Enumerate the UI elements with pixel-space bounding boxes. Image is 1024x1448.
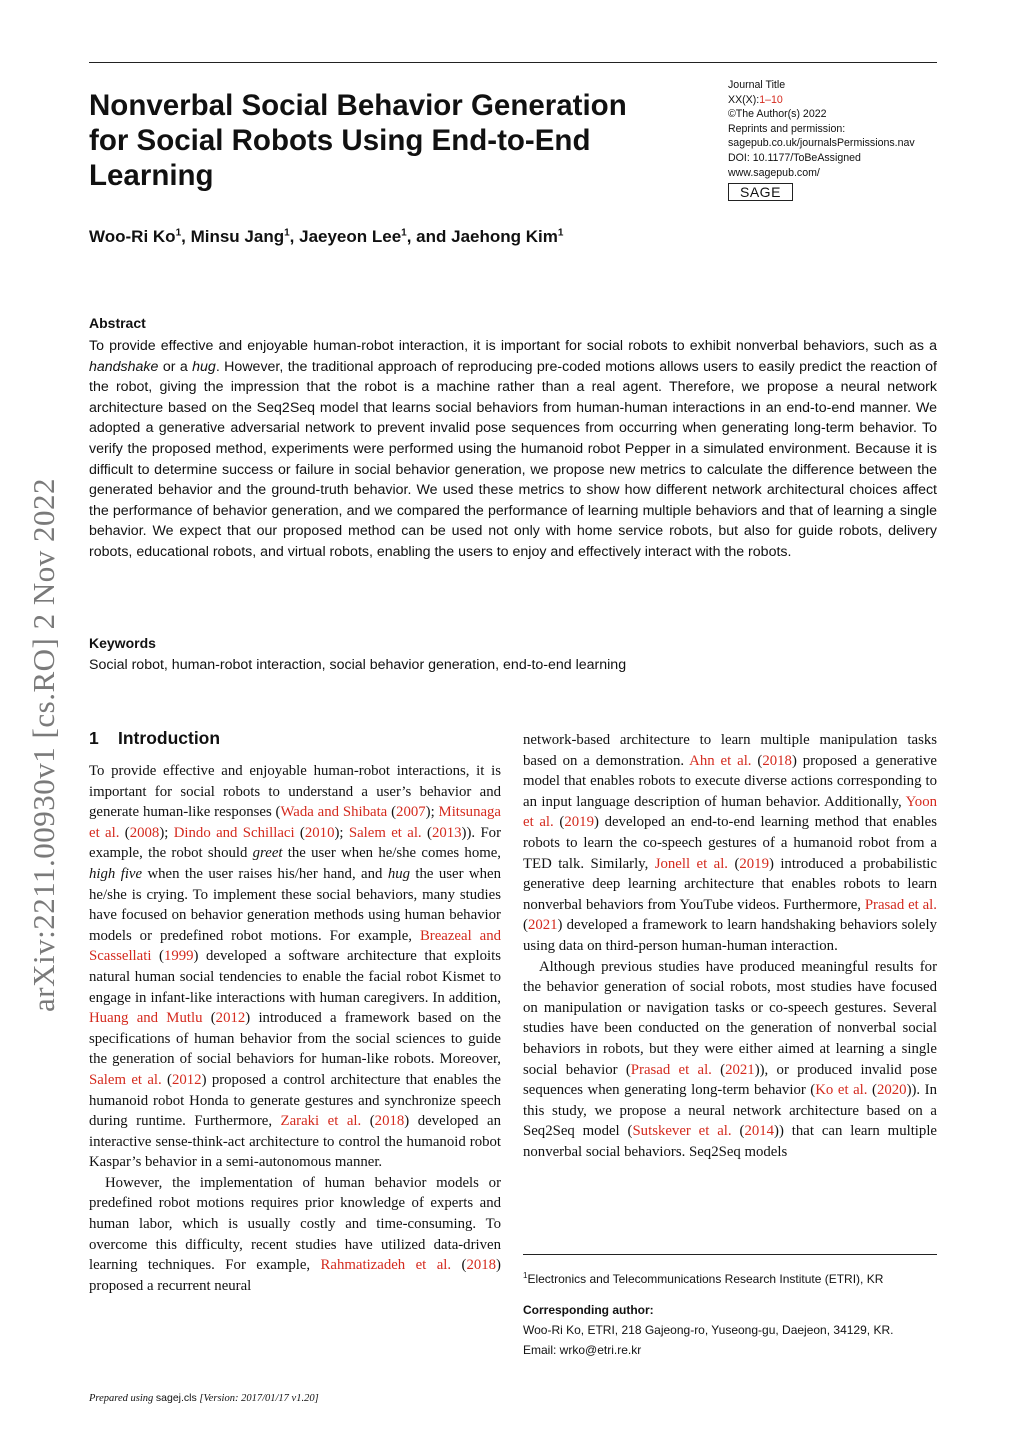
citation-link[interactable]: Salem et al. (89, 1071, 162, 1088)
corresponding-email[interactable]: Email: wrko@etri.re.kr (523, 1343, 642, 1357)
citation-link[interactable]: Rahmatizadeh et al. (320, 1257, 452, 1274)
citation-link[interactable]: 2012 (215, 1010, 246, 1027)
corresponding-author-heading: Corresponding author: (523, 1303, 654, 1317)
citation-link[interactable]: Mitsunaga et al. (89, 804, 501, 841)
affiliation-mark: 1 (175, 227, 182, 239)
journal-title: Journal Title (728, 79, 786, 91)
citation-link[interactable]: Ko et al. (815, 1082, 868, 1099)
journal-reprints: Reprints and permission: (728, 122, 846, 135)
author-name: Jaehong Kim (451, 227, 558, 246)
citation-link[interactable]: 2007 (396, 804, 426, 821)
abstract-heading: Abstract (89, 315, 146, 331)
citation-link[interactable]: Breazeal and Scassellati (89, 927, 501, 965)
journal-info (728, 78, 943, 202)
citation-link[interactable]: 2019 (564, 814, 594, 831)
footnote-rule (523, 1254, 937, 1255)
journal-reprints-url[interactable]: sagepub.co.uk/journalsPermissions.nav (728, 137, 915, 150)
citation-link[interactable]: 2018 (762, 752, 792, 769)
sage-logo: SAGE (728, 183, 793, 201)
citation-link[interactable]: 2013 (431, 824, 462, 841)
citation-link[interactable]: 1999 (163, 948, 194, 965)
citation-link[interactable]: 2019 (739, 855, 769, 872)
journal-copyright: ©The Author(s) 2022 (728, 108, 827, 121)
affiliation-footnote: $^1$Electronics and Telecommunications Research Institute (ETRI), KR (523, 1271, 884, 1286)
affiliation-mark: 1 (557, 227, 564, 239)
emphasis: greet (252, 845, 283, 862)
citation-link[interactable]: 2018 (374, 1113, 405, 1130)
author-name: Woo-Ri Ko (89, 227, 176, 246)
left-column (89, 761, 501, 1296)
arxiv-stamp: arXiv:2211.00930v1 [cs.RO] 2 Nov 2022 (26, 478, 61, 1012)
citation-link[interactable]: 2012 (171, 1071, 202, 1088)
citation-link[interactable]: 2008 (129, 824, 160, 841)
top-rule (89, 62, 937, 63)
intro-paragraph: However, the implementation of human behavior models or predefined robot motions requires prior knowledge of experts and human labor, which is usually costly and time-consuming. To overcome this difficulty, recent studies have utilized data-driven learning techniques. For example, Rahmatizadeh et al. (2018) proposed a recurrent neural (89, 1174, 501, 1294)
intro-paragraph: network-based architecture to learn multiple manipulation tasks based on a demonstration. Ahn et al. (2018) proposed a generative model that enables robots to execute diverse actions corresponding to an input language description of human behavior. Additionally, Yoon et al. (2019) developed an end-to-end learning method that enables robots to learn the co-speech gestures of a humanoid robot from a TED talk. Similarly, Jonell et al. (2019) introduced a probabilistic generative deep learning architecture that enables robots to learn nonverbal behaviors from YouTube videos. Furthermore, Prasad et al. (2021) developed a framework to learn handshaking behaviors solely using data on third-person human-human interaction. (523, 732, 937, 954)
author-name: Jaeyeon Lee (299, 227, 402, 246)
citation-link[interactable]: Salem et al. (348, 824, 422, 841)
citation-link[interactable]: 2021 (527, 917, 558, 934)
citation-link[interactable]: Yoon et al. (523, 793, 937, 831)
citation-link[interactable]: 2021 (725, 1061, 755, 1078)
citation-link[interactable]: Huang and Mutlu (89, 1010, 203, 1027)
prepared-using-footer: Prepared using sagej.cls [Version: 2017/01/17 v1.20] (89, 1392, 319, 1404)
citation-link[interactable]: Ahn et al. (689, 752, 752, 769)
citation-link[interactable]: 2010 (304, 824, 335, 841)
affiliation-mark: 1 (284, 227, 290, 239)
citation-link[interactable]: Prasad et al. (630, 1061, 712, 1078)
corresponding-address: Woo-Ri Ko, ETRI, 218 Gajeong-ro, Yuseong-gu, Daejeon, 34129, KR. (523, 1323, 894, 1337)
corresponding-author-info (523, 1320, 937, 1360)
abstract-text: To provide effective and enjoyable human-robot interaction, it is important for social robots to exhibit nonverbal behaviors, such as a handshake or a hug. However, the traditional approach of reproducing pre-coded motions allows users to easily predict the reaction of the robot, giving the impression that the robot is a machine rather than a real agent. Therefore, we propose a neural network architecture based on the Seq2Seq model that learns social behaviors from human-human interactions in an end-to-end manner. We adopted a generative adversarial network to prevent invalid pose sequences from occurring when generating long-term behavior. To verify the proposed method, experiments were performed using the humanoid robot Pepper in a simulated environment. Because it is difficult to determine success or failure in social behavior generation, we propose new metrics to calculate the difference between the generated behavior and the ground-truth behavior. We used these metrics to show how different network architectural choices affect the performance of behavior generation, and we compared the performance of learning multiple behaviors and that of learning a single behavior. We expect that our proposed method can be used not only with home service robots, but also for guide robots, delivery robots, educational robots, and virtual robots, enabling the users to enjoy and effectively interact with the robots. (89, 338, 937, 560)
author-list: Woo-Ri Ko$^1$, Minsu Jang$^1$, Jaeyeon Lee$^1$, and Jaehong Kim$^1$ (89, 227, 564, 246)
section-heading-introduction: 1 Introduction (89, 728, 221, 748)
citation-link[interactable]: 2014 (744, 1123, 775, 1140)
citation-link[interactable]: Jonell et al. (654, 855, 729, 872)
paper-title: Nonverbal Social Behavior Generation for Social Robots Using End-to-End Learning (89, 89, 627, 192)
citation-link[interactable]: Prasad et al. (864, 896, 937, 913)
citation-link[interactable]: Sutskever et al. (632, 1123, 732, 1140)
citation-link[interactable]: Zaraki et al. (280, 1113, 362, 1130)
emphasis: high five (89, 865, 143, 882)
right-column (523, 730, 937, 1162)
journal-volume: XX(X):1–10 (728, 93, 783, 106)
author-name: Minsu Jang (190, 227, 285, 246)
journal-website[interactable]: www.sagepub.com/ (728, 166, 820, 179)
intro-paragraph: Although previous studies have produced meaningful results for the behavior generation of social robots, most studies have focused on manipulation or navigation tasks or co-speech gestures. Several studies have been conducted on the generation of nonverbal social behaviors in robots, but they were either aimed at learning a single social behavior (Prasad et al. (2021)), or produced invalid pose sequences when generating long-term behavior (Ko et al. (2020)). In this study, we propose a neural network architecture based on a Seq2Seq model (Sutskever et al. (2014)) that can learn multiple nonverbal social behaviors. Seq2Seq models (523, 958, 938, 1160)
citation-link[interactable]: 2018 (466, 1257, 497, 1274)
journal-pages-link[interactable]: 1–10 (759, 93, 783, 106)
citation-link[interactable]: 2020 (876, 1082, 907, 1099)
journal-doi: DOI: 10.1177/ToBeAssigned (728, 151, 861, 164)
citation-link[interactable]: Wada and Shibata (280, 804, 388, 821)
affiliation-mark: 1 (401, 227, 407, 239)
citation-link[interactable]: Dindo and Schillaci (173, 824, 295, 841)
keywords-text: Social robot, human-robot interaction, social behavior generation, end-to-end learning (89, 657, 627, 673)
intro-paragraph: To provide effective and enjoyable human-robot interactions, it is important for social robots to understand a user’s behavior and generate human-like responses (Wada and Shibata (2007); Mitsunaga et al. (2008); Dindo and Schillaci (2010); Salem et al. (2013)). For example, the robot should greet the user when he/she comes home, high five when the user raises his/her hand, and hug the user when he/she is crying. To implement these social behaviors, many studies have focused on behavior generation methods using human behavior models or predefined robot motions. For example, Breazeal and Scassellati (1999) developed a software architecture that exploits natural human social tendencies to enable the facial robot Kismet to engage in infant-like interactions with human caregivers. In addition, Huang and Mutlu (2012) introduced a framework based on the specifications of human behavior from the social sciences to guide the generation of social behaviors for human-like robots. Moreover, Salem et al. (2012) proposed a control architecture that enables the humanoid robot Honda to generate gestures and synchronize speech during runtime. Furthermore, Zaraki et al. (2018) developed an interactive sense-think-act architecture to control the humanoid robot Kaspar’s behavior in a semi-autonomous manner. (89, 763, 502, 1171)
emphasis: hug (387, 865, 411, 882)
keywords-heading: Keywords (89, 635, 156, 651)
